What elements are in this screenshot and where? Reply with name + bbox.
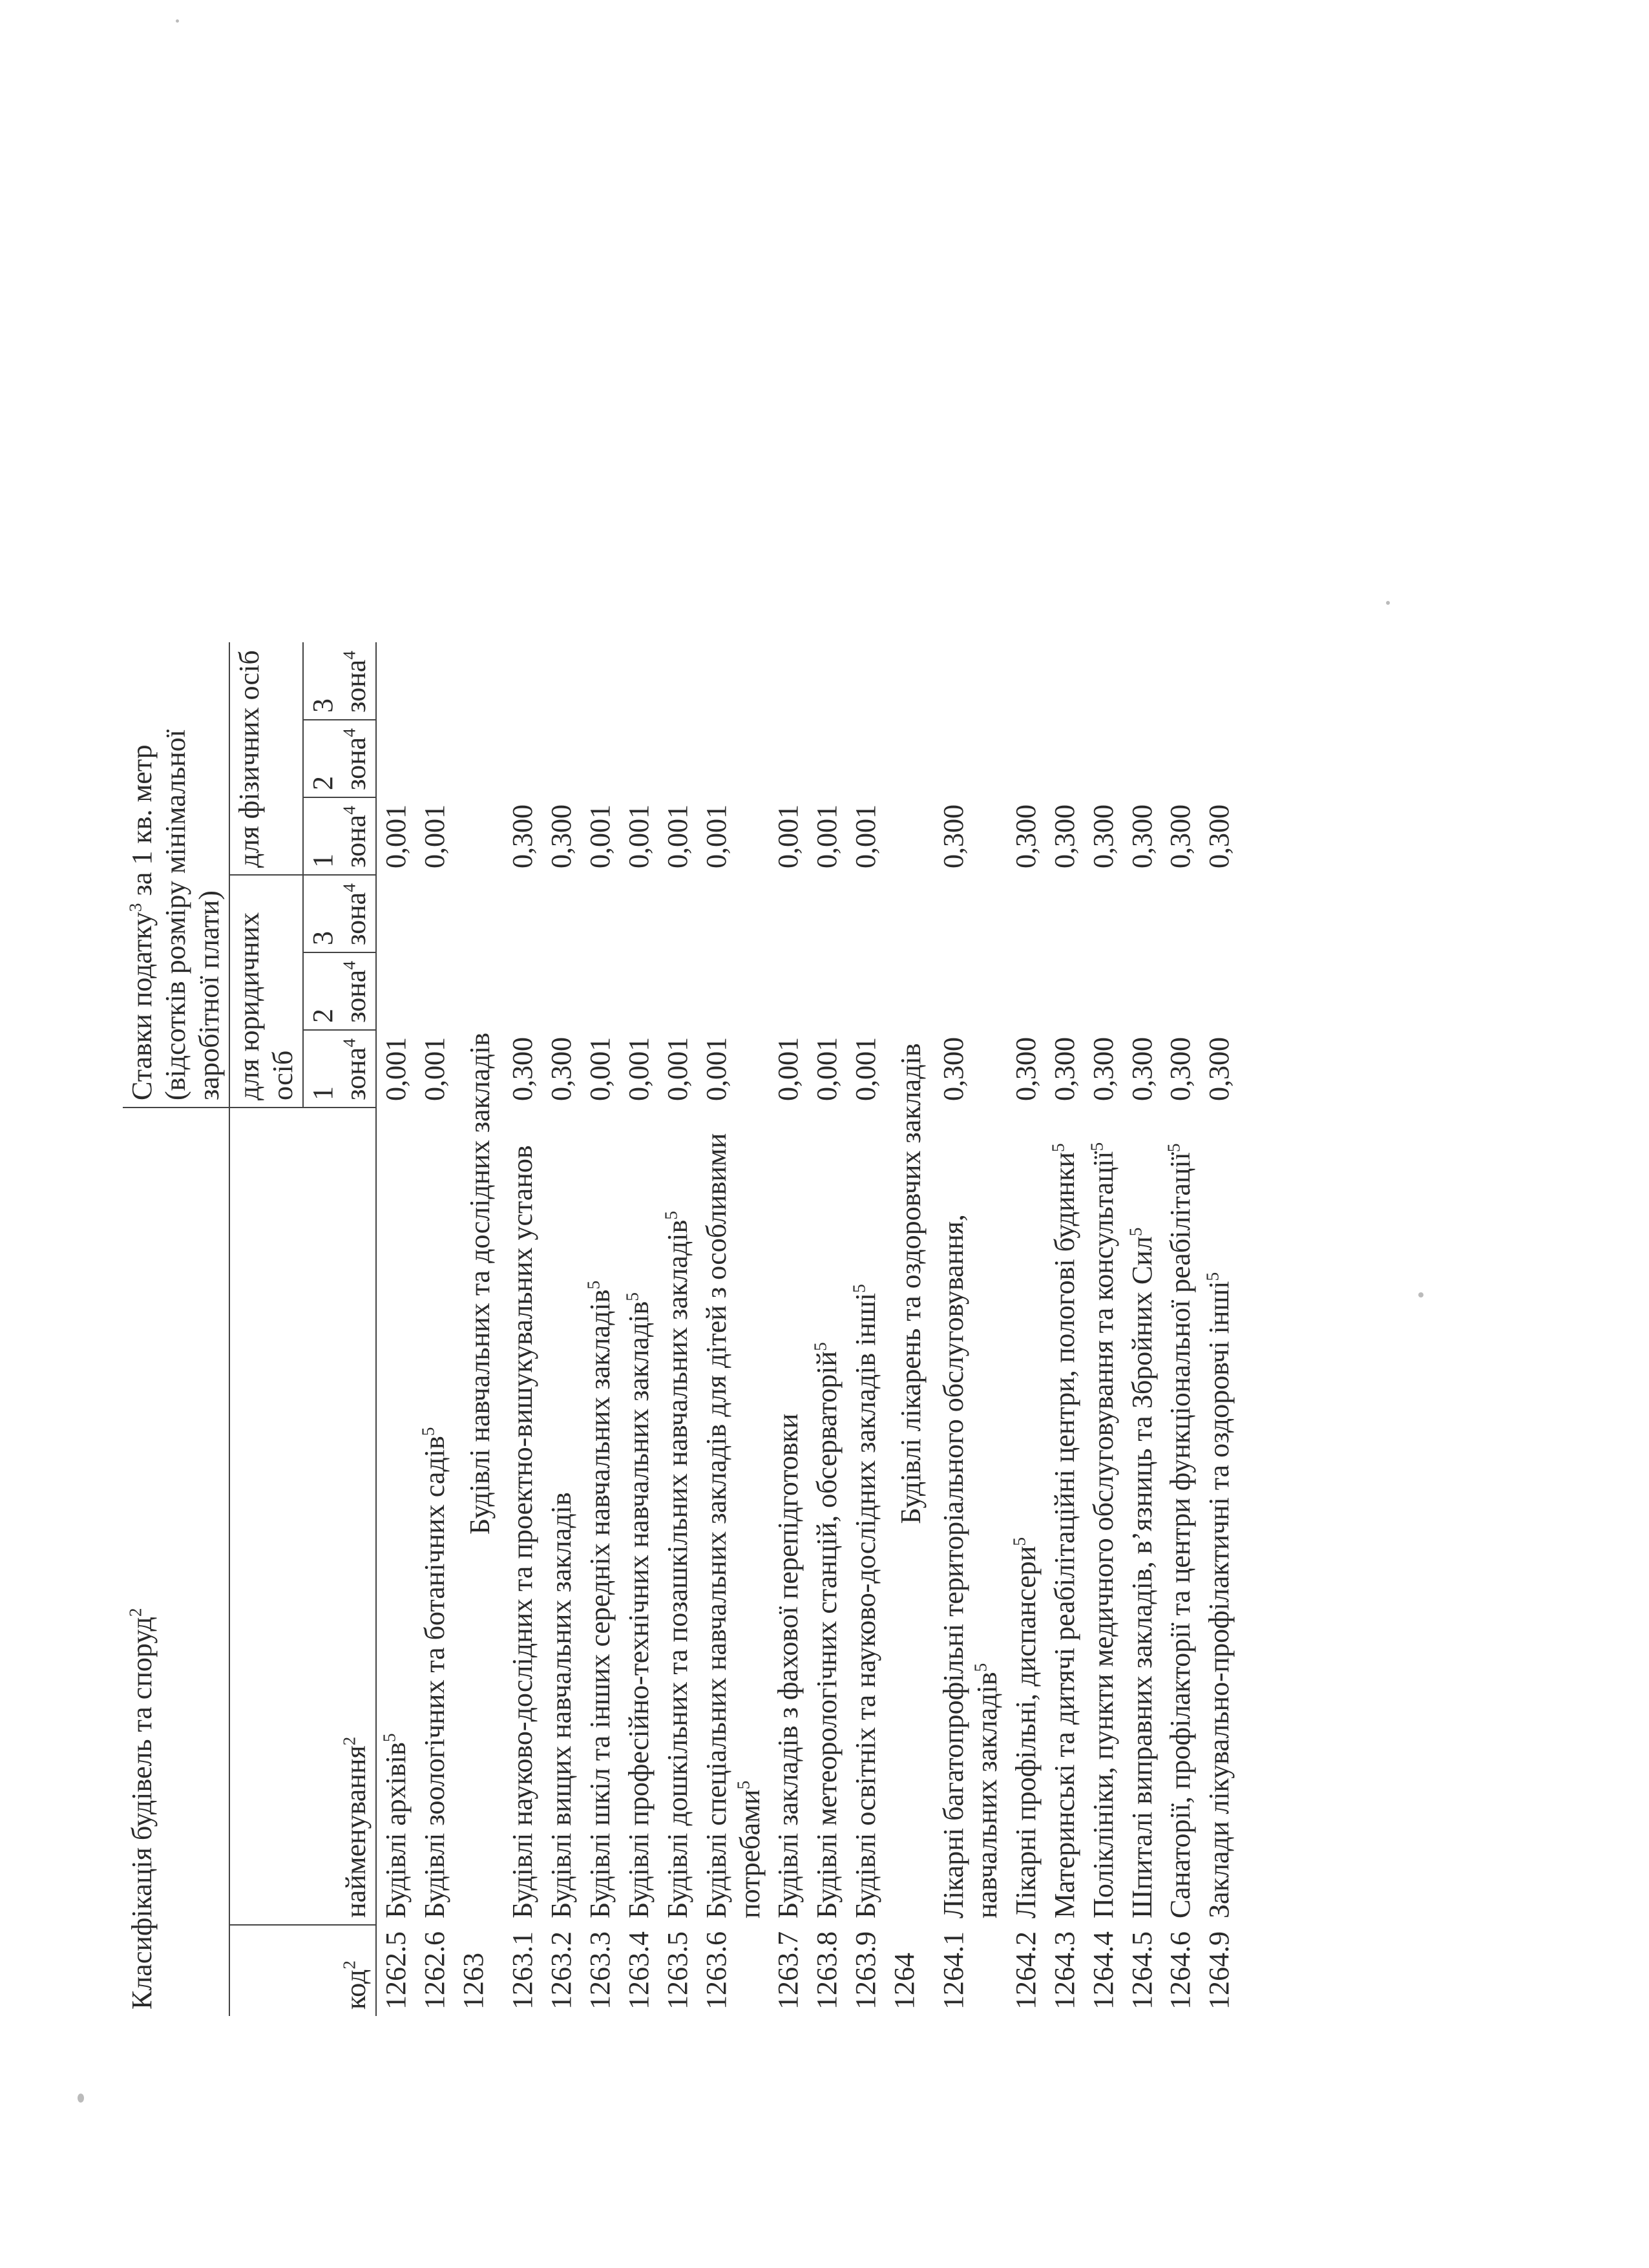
legal-zone2-value — [1161, 952, 1200, 1030]
row-name: Будівлі науково-дослідних та проектно-вишукувальних установ — [507, 1145, 539, 1918]
footnote-marker: 2 — [125, 1608, 145, 1617]
physical-zone2-value — [1084, 720, 1123, 797]
table-row — [1200, 642, 1239, 2016]
physical-zone1-value: 0,001 — [850, 804, 882, 868]
legal-zone1-value: 0,001 — [380, 1037, 412, 1101]
physical-zone2-value — [658, 720, 697, 797]
row-name: Материнські та дитячі реабілітаційні центри, пологові будинки — [1048, 1152, 1080, 1918]
row-name: Будівлі професійно-технічних навчальних закладів — [622, 1301, 655, 1918]
physical-zone1-value: 0,300 — [1048, 804, 1080, 868]
legal-zone2-value — [581, 952, 620, 1030]
row-name-cell — [620, 1108, 658, 1925]
footnote-marker: 5 — [661, 1211, 681, 1220]
physical-zone3-value — [808, 642, 846, 720]
row-name: Будівлі зоологічних та ботанічних садів — [419, 1436, 451, 1918]
footnote-marker: 2 — [339, 1960, 359, 1969]
physical-zone1-value: 0,001 — [661, 804, 693, 868]
row-name: Будівлі дошкільних та позашкільних навчальних закладів — [661, 1219, 693, 1918]
row-name: Заклади лікувально-профілактичні та оздоровчі інші — [1203, 1281, 1235, 1918]
row-code: 1263 — [457, 1953, 490, 2010]
footnote-marker: 5 — [1087, 1142, 1106, 1151]
physical-zone1-value: 0,300 — [545, 804, 577, 868]
legal-zone2-header: 2 зона$^4$ — [303, 952, 377, 1030]
legal-zone2-value — [1200, 952, 1239, 1030]
physical-zone3-value — [934, 642, 1007, 720]
footnote-marker: 5 — [418, 1427, 438, 1436]
physical-zone2-value — [697, 720, 770, 797]
physical-zone2-value — [1045, 720, 1084, 797]
physical-zone3-value — [415, 642, 454, 720]
physical-zone2-value — [581, 720, 620, 797]
physical-zone1-value: 0,001 — [380, 804, 412, 868]
row-name: Лікарні багатопрофільні територіального обслуговування, навчальних закладів — [938, 1214, 1003, 1918]
row-name-cell — [415, 1108, 454, 1925]
physical-zone3-value — [658, 642, 697, 720]
row-name: Санаторії, профілакторії та центри функціональної реабілітації — [1164, 1152, 1197, 1918]
row-name: Будівлі закладів з фахової перепідготовки — [772, 1413, 804, 1918]
table-row — [1161, 642, 1200, 2016]
legal-zone1-value: 0,001 — [419, 1037, 451, 1101]
row-code: 1263.6 — [700, 1931, 732, 2010]
row-name-cell — [1161, 1108, 1200, 1925]
legal-label: для юридичних осіб — [233, 912, 299, 1100]
row-name-cell — [934, 1108, 1007, 1925]
table-row — [697, 642, 770, 2016]
physical-zone3-value — [620, 642, 658, 720]
legal-zone1-value: 0,300 — [1126, 1037, 1158, 1101]
legal-zone3-value — [503, 875, 542, 952]
physical-zone2-value — [620, 720, 658, 797]
row-code: 1263.8 — [811, 1931, 843, 2010]
legal-zone3-value — [1084, 875, 1123, 952]
tax-rates-table — [123, 642, 1239, 2016]
row-name-cell — [1123, 1108, 1162, 1925]
legal-zone2-value — [503, 952, 542, 1030]
row-name-cell — [658, 1108, 697, 1925]
physical-zone2-value — [769, 720, 808, 797]
legal-zone1-value: 0,300 — [1009, 1037, 1042, 1101]
header-row-1 — [123, 642, 229, 2016]
classification-title: Класифікація будівель та споруд — [126, 1617, 158, 2010]
row-code: 1263.1 — [507, 1931, 539, 2010]
legal-zone2-value — [376, 952, 415, 1030]
section-title: Будівлі навчальних та дослідних закладів — [464, 1033, 496, 1535]
physical-zone3-value — [1161, 642, 1200, 720]
physical-zone2-value — [1007, 720, 1045, 797]
physical-zone3-value — [1045, 642, 1084, 720]
physical-zone1-value: 0,300 — [938, 804, 970, 868]
legal-zone2-value — [658, 952, 697, 1030]
physical-zone2-value — [1200, 720, 1239, 797]
footnote-marker: 5 — [810, 1342, 830, 1351]
row-name-cell — [1084, 1108, 1123, 1925]
legal-zone1-value: 0,300 — [1164, 1037, 1197, 1101]
legal-zone3-value — [934, 875, 1007, 952]
name-header-cell — [229, 1108, 377, 1925]
physical-zone3-value — [1200, 642, 1239, 720]
legal-zone1-value: 0,300 — [1048, 1037, 1080, 1101]
scan-speck — [176, 19, 179, 23]
row-code: 1263.2 — [545, 1931, 577, 2010]
header-row-2 — [229, 642, 303, 2016]
table-row — [415, 642, 454, 2016]
legal-zone3-value — [376, 875, 415, 952]
table-row — [808, 642, 846, 2016]
table-row — [581, 642, 620, 2016]
physical-zone1-value: 0,001 — [811, 804, 843, 868]
rates-header-cell — [123, 642, 229, 1108]
physical-zone2-header: 2 зона$^4$ — [303, 720, 377, 797]
footnote-marker: 5 — [1125, 1227, 1145, 1237]
legal-zone3-value — [1007, 875, 1045, 952]
legal-zone2-value — [1007, 952, 1045, 1030]
physical-zone1-header: 1 зона$^4$ — [303, 797, 377, 875]
table-row — [376, 642, 415, 2016]
physical-zone3-value — [376, 642, 415, 720]
legal-zone3-value — [581, 875, 620, 952]
row-code: 1263.5 — [661, 1931, 693, 2010]
physical-zone1-value: 0,300 — [1087, 804, 1119, 868]
row-code: 1262.6 — [419, 1931, 451, 2010]
legal-zone1-value: 0,300 — [938, 1037, 970, 1101]
legal-zone3-value — [697, 875, 770, 952]
footnote-marker: 3 — [125, 903, 145, 912]
legal-zone1-value: 0,300 — [1087, 1037, 1119, 1101]
physical-zone1-value: 0,001 — [419, 804, 451, 868]
physical-zone1-value: 0,300 — [1009, 804, 1042, 868]
row-name: Поліклініки, пункти медичного обслуговування та консультації — [1087, 1151, 1119, 1918]
legal-zone1-value: 0,300 — [1203, 1037, 1235, 1101]
footnote-marker: 5 — [1048, 1143, 1068, 1153]
table-row — [1045, 642, 1084, 2016]
physical-zone2-value — [934, 720, 1007, 797]
row-code: 1264.3 — [1048, 1931, 1080, 2010]
table-row — [1007, 642, 1045, 2016]
row-name: Лікарні профільні, диспансери — [1009, 1546, 1042, 1918]
physical-zone2-value — [503, 720, 542, 797]
legal-zone1-value: 0,300 — [507, 1037, 539, 1101]
row-code: 1264 — [888, 1953, 921, 2010]
physical-zone2-value — [846, 720, 885, 797]
legal-zone3-value — [415, 875, 454, 952]
footnote-marker: 5 — [849, 1284, 869, 1293]
legal-zone2-value — [934, 952, 1007, 1030]
code-label: код — [340, 1969, 372, 2010]
row-name-cell — [1007, 1108, 1045, 1925]
physical-zone1-value: 0,300 — [507, 804, 539, 868]
physical-zone1-value: 0,300 — [1126, 804, 1158, 868]
physical-zone3-header: 3 зона$^4$ — [306, 651, 372, 713]
legal-zone1-value: 0,001 — [700, 1037, 732, 1101]
table-row — [658, 642, 697, 2016]
physical-zone1-value: 0,001 — [583, 804, 616, 868]
physical-zone3-value — [1007, 642, 1045, 720]
legal-zone2-value — [1045, 952, 1084, 1030]
table-row — [846, 642, 885, 2016]
physical-zone3-value — [542, 642, 581, 720]
row-code: 1264.5 — [1126, 1931, 1158, 2010]
legal-zone3-value — [846, 875, 885, 952]
physical-zone3-value — [846, 642, 885, 720]
physical-zone1-value: 0,001 — [622, 804, 655, 868]
footnote-marker: 5 — [1009, 1537, 1029, 1546]
physical-label: для фізичних осіб — [233, 650, 265, 868]
row-code: 1264.1 — [938, 1931, 970, 2010]
physical-zone2-value — [376, 720, 415, 797]
rates-title: Ставки податку — [126, 912, 158, 1100]
row-name-cell — [697, 1108, 770, 1925]
row-code: 1263.9 — [850, 1931, 882, 2010]
legal-zone2-value — [415, 952, 454, 1030]
legal-zone2-value — [808, 952, 846, 1030]
legal-zone2-value — [1084, 952, 1123, 1030]
footnote-marker: 5 — [1203, 1272, 1223, 1281]
scan-speck — [1386, 601, 1390, 605]
row-name: Будівлі архівів — [380, 1742, 412, 1918]
legal-zone1-value: 0,001 — [661, 1037, 693, 1101]
physical-zone3-value — [697, 642, 770, 720]
physical-zone3-value — [1084, 642, 1123, 720]
legal-zone1-value: 0,001 — [622, 1037, 655, 1101]
row-name: Будівлі шкіл та інших середніх навчальних закладів — [583, 1289, 616, 1918]
legal-zone3-value — [1045, 875, 1084, 952]
legal-zone2-value — [769, 952, 808, 1030]
legal-zone3-value — [1161, 875, 1200, 952]
legal-zone2-value — [1123, 952, 1162, 1030]
legal-zone1-value: 0,001 — [583, 1037, 616, 1101]
physical-zone2-value — [415, 720, 454, 797]
name-label: найменування — [340, 1745, 372, 1918]
row-name-cell — [376, 1108, 415, 1925]
legal-zone3-value — [620, 875, 658, 952]
legal-zone1-value: 0,001 — [850, 1037, 882, 1101]
row-name-cell — [542, 1108, 581, 1925]
footnote-marker: 5 — [583, 1280, 604, 1290]
row-name: Будівлі метеорологічних станцій, обсерваторій — [811, 1350, 843, 1918]
footnote-marker: 2 — [339, 1736, 359, 1746]
footnote-marker: 5 — [733, 1780, 753, 1790]
legal-zone1-header: 1 зона$^4$ — [303, 1030, 377, 1108]
legal-zone2-value — [846, 952, 885, 1030]
scan-speck — [78, 2094, 84, 2103]
table-row — [503, 642, 542, 2016]
row-name-cell — [1045, 1108, 1084, 1925]
row-name-cell — [808, 1108, 846, 1925]
table-row — [1084, 642, 1123, 2016]
legal-zone2-value — [542, 952, 581, 1030]
table-row — [1123, 642, 1162, 2016]
rates-title-rest: за 1 кв. метр — [126, 744, 158, 903]
legal-entities-header — [229, 875, 303, 1108]
section-row — [885, 642, 934, 2016]
section-title: Будівлі лікарень та оздоровчих закладів — [895, 1043, 927, 1524]
physical-zone1-value: 0,001 — [700, 804, 732, 868]
row-code: 1262.5 — [380, 1931, 412, 2010]
row-code: 1264.2 — [1009, 1931, 1042, 2010]
legal-zone2-value — [620, 952, 658, 1030]
code-header-cell — [229, 1925, 377, 2016]
physical-zone1-value: 0,001 — [772, 804, 804, 868]
row-name: Шпиталі виправних закладів, в’язниць та Збройних Сил — [1126, 1236, 1158, 1918]
row-code: 1263.3 — [583, 1931, 616, 2010]
table-row — [542, 642, 581, 2016]
legal-zone3-value — [542, 875, 581, 952]
footnote-marker: 5 — [622, 1292, 642, 1301]
legal-zone1-value: 0,001 — [772, 1037, 804, 1101]
legal-zone1-value: 0,300 — [545, 1037, 577, 1101]
classification-header-cell — [123, 1108, 229, 2016]
section-row — [454, 642, 503, 2016]
physical-zone3-value — [769, 642, 808, 720]
row-code: 1264.9 — [1203, 1931, 1235, 2010]
legal-zone1-value: 0,001 — [811, 1037, 843, 1101]
legal-zone3-value — [1200, 875, 1239, 952]
physical-zone1-value: 0,300 — [1164, 804, 1197, 868]
footnote-marker: 5 — [1164, 1143, 1184, 1153]
footnote-marker: 5 — [971, 1663, 991, 1672]
row-name-cell — [846, 1108, 885, 1925]
table-row — [934, 642, 1007, 2016]
rates-subtitle: (відсотків розміру мінімальної заробітної плати) — [159, 730, 225, 1100]
physical-zone1-value: 0,300 — [1203, 804, 1235, 868]
row-name-cell — [503, 1108, 542, 1925]
table-row — [620, 642, 658, 2016]
physical-zone3-value — [581, 642, 620, 720]
row-name-cell — [1200, 1108, 1239, 1925]
physical-zone3-value — [1123, 642, 1162, 720]
physical-persons-header — [229, 642, 303, 875]
physical-zone2-value — [542, 720, 581, 797]
row-code: 1263.4 — [622, 1931, 655, 2010]
legal-zone2-value — [697, 952, 770, 1030]
legal-zone3-value — [1123, 875, 1162, 952]
row-name: Будівлі спеціальних навчальних закладів для дітей з особливими потребами — [700, 1133, 766, 1918]
legal-zone3-value — [769, 875, 808, 952]
row-code: 1264.6 — [1164, 1931, 1197, 2010]
row-code: 1264.4 — [1087, 1931, 1119, 2010]
legal-zone3-value — [658, 875, 697, 952]
physical-zone3-value — [503, 642, 542, 720]
footnote-marker: 5 — [379, 1733, 399, 1743]
scan-speck — [1418, 1292, 1423, 1297]
physical-zone2-value — [1161, 720, 1200, 797]
row-name-cell — [769, 1108, 808, 1925]
legal-zone3-header: 3 зона$^4$ — [303, 875, 377, 952]
row-name: Будівлі освітніх та науково-дослідних закладів інші — [850, 1292, 882, 1918]
table-row — [769, 642, 808, 2016]
legal-zone3-value — [808, 875, 846, 952]
row-code: 1263.7 — [772, 1931, 804, 2010]
row-name: Будівлі вищих навчальних закладів — [545, 1492, 577, 1918]
physical-zone2-value — [1123, 720, 1162, 797]
row-name-cell — [581, 1108, 620, 1925]
physical-zone2-value — [808, 720, 846, 797]
